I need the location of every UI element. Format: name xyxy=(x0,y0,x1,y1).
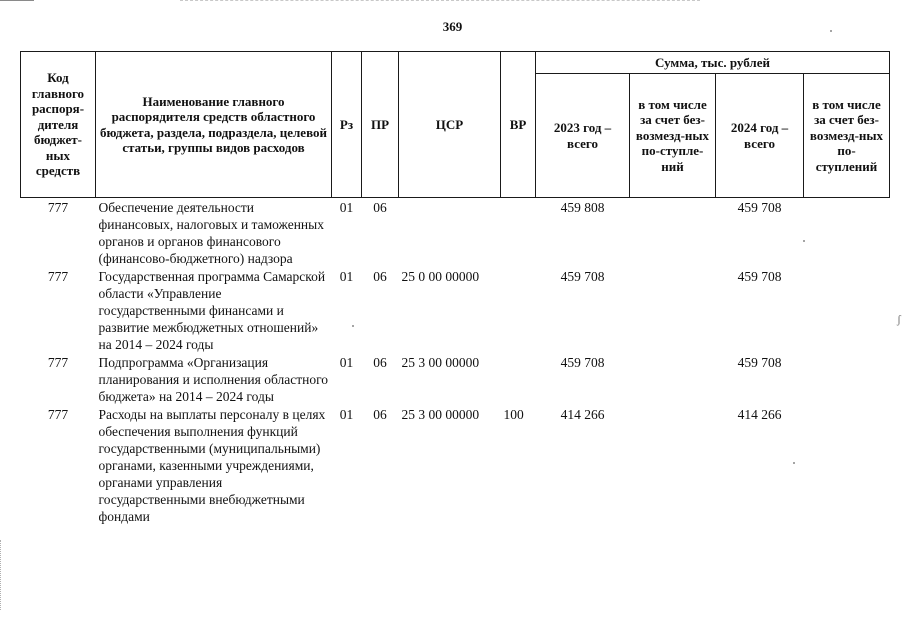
cell-rz: 01 xyxy=(339,355,354,370)
cell-2023-grants xyxy=(630,405,716,525)
header-code: Код главного распоря-дителя бюджет-ных средств xyxy=(21,52,96,198)
header-pr: ПР xyxy=(362,52,399,198)
header-row xyxy=(21,52,890,74)
header-vr: ВР xyxy=(501,52,536,198)
table-row xyxy=(21,267,890,353)
scan-mark: ʃ xyxy=(897,312,901,326)
cell-vr: 100 xyxy=(503,407,524,422)
cell-csr xyxy=(399,198,501,268)
cell-2023-grants xyxy=(630,267,716,353)
cell-2024-grants xyxy=(804,405,890,525)
cell-name: Государственная программа Самарской области «Управление государственными финансами и развитие межбюджетных отношений» на 2014 – 2024 годы xyxy=(98,269,326,352)
header-csr: ЦСР xyxy=(399,52,501,198)
cell-2024-grants xyxy=(804,198,890,268)
header-name: Наименование главного распорядителя средств областного бюджета, раздела, подраздела, целевой статьи, группы видов расходов xyxy=(96,52,332,198)
cell-2023-grants xyxy=(630,198,716,268)
cell-2023-grants xyxy=(630,353,716,405)
cell-2024-grants xyxy=(804,353,890,405)
header-sum: Сумма, тыс. рублей xyxy=(536,52,890,74)
scan-edge-line xyxy=(180,0,700,1)
header-rz: Рз xyxy=(332,52,362,198)
cell-csr: 25 3 00 00000 xyxy=(401,407,480,422)
cell-2023-total: 459 808 xyxy=(560,200,605,215)
header-2023-total: 2023 год – всего xyxy=(536,74,630,198)
cell-code: 777 xyxy=(47,407,69,422)
cell-name: Обеспечение деятельности финансовых, налоговых и таможенных органов и органов финансового (финансово-бюджетного) надзора xyxy=(98,200,324,266)
header-2023-grants: в том числе за счет без-возмезд-ных по-ступле-ний xyxy=(630,74,716,198)
table-row xyxy=(21,405,890,525)
page-number: 369 xyxy=(442,19,463,34)
budget-table xyxy=(20,51,890,525)
cell-2024-total: 459 708 xyxy=(737,269,782,284)
cell-code: 777 xyxy=(47,355,69,370)
cell-code: 777 xyxy=(47,200,69,215)
cell-pr: 06 xyxy=(373,355,387,370)
cell-rz: 01 xyxy=(339,200,354,215)
scan-edge-line xyxy=(0,0,34,1)
cell-2023-total: 459 708 xyxy=(560,269,605,284)
cell-2024-total: 459 708 xyxy=(737,200,782,215)
header-2024-grants: в том числе за счет без-возмезд-ных по-ступлений xyxy=(804,74,890,198)
cell-2023-total: 414 266 xyxy=(560,407,605,422)
cell-name: Расходы на выплаты персоналу в целях обеспечения выполнения функций государственными (муниципальными) органами, казенными учреждениями, органами управления государственными внебюджетными фондами xyxy=(98,407,326,524)
cell-pr: 06 xyxy=(373,269,387,284)
header-2024-total: 2024 год – всего xyxy=(716,74,804,198)
cell-2024-grants xyxy=(804,267,890,353)
cell-vr xyxy=(501,353,536,405)
cell-vr xyxy=(501,267,536,353)
cell-name: Подпрограмма «Организация планирования и исполнения областного бюджета» на 2014 – 2024 годы xyxy=(98,355,329,404)
cell-pr: 06 xyxy=(373,407,387,422)
cell-2023-total: 459 708 xyxy=(560,355,605,370)
cell-code: 777 xyxy=(47,269,69,284)
cell-pr: 06 xyxy=(373,200,387,215)
cell-rz: 01 xyxy=(339,269,354,284)
cell-2024-total: 414 266 xyxy=(737,407,782,422)
cell-2024-total: 459 708 xyxy=(737,355,782,370)
table-row xyxy=(21,353,890,405)
table-row xyxy=(21,198,890,268)
cell-rz: 01 xyxy=(339,407,354,422)
cell-csr: 25 3 00 00000 xyxy=(401,355,480,370)
cell-csr: 25 0 00 00000 xyxy=(401,269,480,284)
scan-edge-mark xyxy=(0,540,7,610)
cell-vr xyxy=(501,198,536,268)
